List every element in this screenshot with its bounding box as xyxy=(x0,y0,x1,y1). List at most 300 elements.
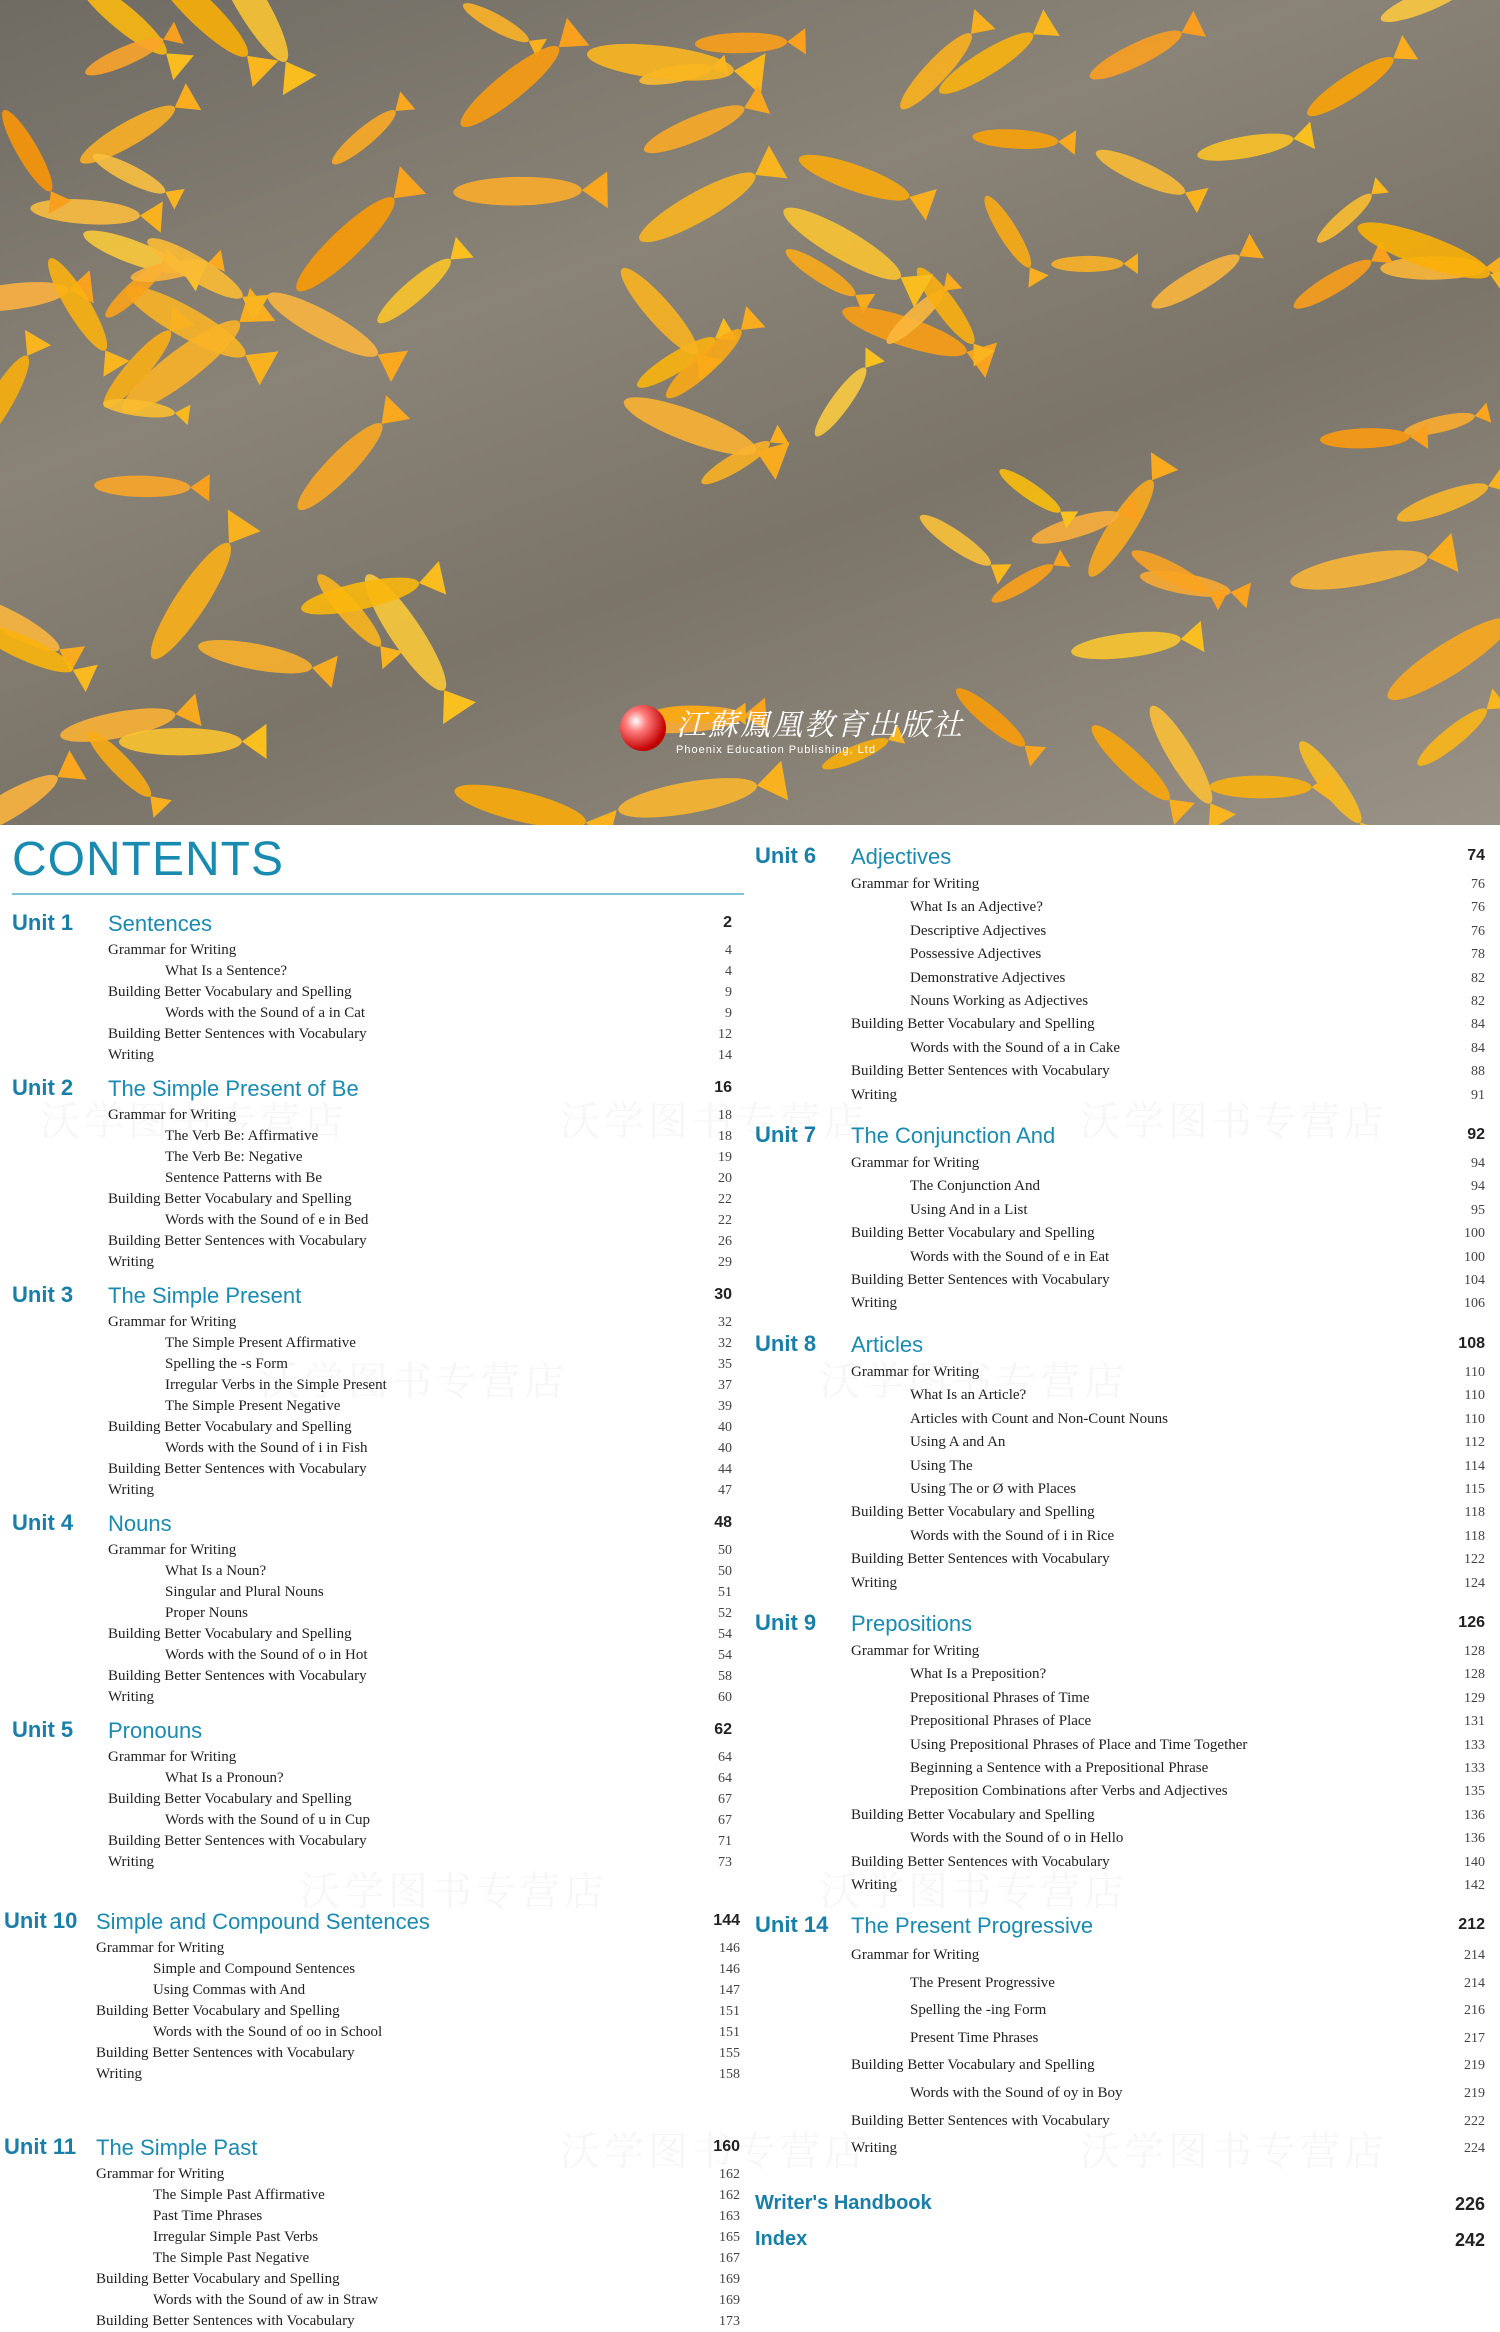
toc-section-row[interactable] xyxy=(12,1624,732,1645)
unit-page-number: 2 xyxy=(723,914,732,931)
toc-subsection-row[interactable] xyxy=(4,2206,740,2227)
toc-entry-page: 47 xyxy=(718,1483,732,1498)
toc-entry-page: 222 xyxy=(1464,2113,1485,2129)
toc-subsection-row[interactable] xyxy=(12,1147,732,1168)
toc-entry-title: Descriptive Adjectives xyxy=(910,922,1047,939)
toc-subsection-row[interactable] xyxy=(755,1384,1485,1407)
toc-entry-page: 91 xyxy=(1471,1087,1485,1103)
toc-entry-page: 64 xyxy=(718,1771,732,1786)
toc-subsection-row[interactable] xyxy=(755,1478,1485,1501)
toc-subsection-row[interactable] xyxy=(12,1126,732,1147)
toc-section-row[interactable] xyxy=(755,1804,1485,1827)
toc-subsection-row[interactable] xyxy=(4,2227,740,2248)
toc-entry-writers-handbook[interactable] xyxy=(755,2192,1485,2222)
toc-entry-title: Writing xyxy=(108,1482,155,1498)
toc-entry-title: What Is a Preposition? xyxy=(910,1666,1047,1683)
toc-section-row[interactable] xyxy=(755,1874,1485,1897)
toc-entry-page: 115 xyxy=(1464,1481,1485,1497)
toc-subsection-row[interactable] xyxy=(755,1997,1485,2025)
toc-section-row[interactable] xyxy=(4,2269,740,2290)
unit-page-number: 30 xyxy=(714,1286,732,1303)
toc-entry-page: 4 xyxy=(725,964,732,979)
toc-unit-heading[interactable] xyxy=(4,1908,740,1938)
toc-entry-title: What Is a Noun? xyxy=(165,1563,267,1579)
toc-entry-page: 9 xyxy=(725,985,732,1000)
unit-title: The Simple Present xyxy=(108,1283,302,1308)
unit-number: Unit 5 xyxy=(12,1717,74,1742)
unit-title: The Present Progressive xyxy=(851,1913,1094,1938)
toc-entry-title: Building Better Vocabulary and Spelling xyxy=(96,2271,340,2287)
toc-subsection-row[interactable] xyxy=(755,1037,1485,1060)
unit-number: Unit 10 xyxy=(4,1908,78,1933)
fish-shape xyxy=(1084,11,1207,91)
toc-unit xyxy=(755,1122,1485,1316)
toc-unit xyxy=(755,1610,1485,1897)
toc-section-row[interactable] xyxy=(4,2164,740,2185)
toc-entry-page: 14 xyxy=(718,1048,732,1063)
toc-section-row[interactable] xyxy=(12,982,732,1003)
toc-subsection-row[interactable] xyxy=(755,1687,1485,1710)
toc-entry-page: 88 xyxy=(1471,1064,1485,1080)
toc-entry-title: The Conjunction And xyxy=(910,1178,1040,1195)
toc-section-row[interactable] xyxy=(4,2001,740,2022)
toc-entry-page: 32 xyxy=(718,1315,732,1330)
toc-subsection-row[interactable] xyxy=(12,1582,732,1603)
toc-entry-index[interactable] xyxy=(755,2228,1485,2258)
toc-subsection-row[interactable] xyxy=(12,1003,732,1024)
toc-entry-page: 84 xyxy=(1471,1017,1485,1033)
toc-entry-page: 18 xyxy=(718,1108,732,1123)
fish-shape xyxy=(94,472,210,502)
toc-entry-page: 94 xyxy=(1471,1179,1485,1195)
fish-shape xyxy=(1287,533,1459,602)
toc-unit-heading[interactable] xyxy=(755,1912,1485,1942)
toc-subsection-row[interactable] xyxy=(12,1645,732,1666)
fish-shape xyxy=(259,279,408,382)
unit-number: Unit 6 xyxy=(755,843,817,868)
toc-unit-heading[interactable] xyxy=(12,910,732,940)
page-title: CONTENTS xyxy=(12,833,284,886)
toc-entry-page: 73 xyxy=(718,1855,732,1870)
toc-section-row[interactable] xyxy=(755,1361,1485,1384)
toc-subsection-row[interactable] xyxy=(12,1438,732,1459)
toc-entry-title: Prepositional Phrases of Place xyxy=(910,1713,1092,1730)
toc-unit-heading[interactable] xyxy=(755,843,1485,873)
toc-entry-page: 12 xyxy=(718,1027,732,1042)
toc-entry-page: 32 xyxy=(718,1336,732,1351)
toc-entry-page: 94 xyxy=(1471,1156,1485,1171)
toc-entry-page: 26 xyxy=(718,1234,732,1249)
toc-entry-page: 60 xyxy=(718,1690,732,1705)
toc-entry-page: 140 xyxy=(1464,1854,1485,1870)
toc-entry-title: Grammar for Writing xyxy=(851,1364,980,1380)
toc-entry-title: Grammar for Writing xyxy=(851,876,980,892)
toc-subsection-row[interactable] xyxy=(12,1333,732,1354)
toc-entry-page: 39 xyxy=(718,1399,732,1414)
toc-entry-page: 76 xyxy=(1471,877,1485,892)
unit-page-number: 16 xyxy=(714,1079,732,1096)
toc-section-row[interactable] xyxy=(12,1540,732,1561)
toc-subsection-row[interactable] xyxy=(4,1959,740,1980)
toc-entry-page: 82 xyxy=(1471,993,1485,1009)
fish-shape xyxy=(994,461,1079,528)
toc-entry-page: 219 xyxy=(1464,2058,1485,2074)
toc-unit xyxy=(4,1908,740,2085)
toc-entry-title: The Present Progressive xyxy=(910,1974,1055,1991)
toc-entry-title: Grammar for Writing xyxy=(108,1749,237,1765)
toc-subsection-row[interactable] xyxy=(755,1199,1485,1222)
toc-section-row[interactable] xyxy=(12,1231,732,1252)
toc-entry-title: Building Better Sentences with Vocabulary xyxy=(96,2313,355,2329)
toc-entry-page: 18 xyxy=(718,1129,732,1144)
toc-section-row[interactable] xyxy=(12,1105,732,1126)
toc-entry-page: 64 xyxy=(718,1750,732,1765)
fish-shape xyxy=(1299,35,1418,127)
toc-subsection-row[interactable] xyxy=(12,1375,732,1396)
toc-subsection-row[interactable] xyxy=(12,1354,732,1375)
toc-entry-title: Building Better Vocabulary and Spelling xyxy=(108,1791,352,1807)
toc-subsection-row[interactable] xyxy=(4,2248,740,2269)
fish-shape xyxy=(1376,0,1492,32)
unit-page-number: 92 xyxy=(1467,1126,1485,1143)
toc-entry-title: The Simple Present Affirmative xyxy=(165,1335,356,1351)
toc-subsection-row[interactable] xyxy=(755,2080,1485,2108)
toc-section-row[interactable] xyxy=(12,1789,732,1810)
toc-entry-page: 146 xyxy=(719,1962,740,1977)
toc-section-row[interactable] xyxy=(755,2108,1485,2136)
toc-entry-page: 163 xyxy=(719,2209,740,2224)
toc-subsection-row[interactable] xyxy=(12,1603,732,1624)
unit-page-number: 62 xyxy=(714,1721,732,1738)
toc-section-row[interactable] xyxy=(755,1292,1485,1315)
toc-entry-page: 128 xyxy=(1464,1644,1485,1659)
fish-shape xyxy=(325,91,415,172)
unit-number: Unit 14 xyxy=(755,1912,829,1937)
fish-shape xyxy=(1289,733,1384,825)
toc-subsection-row[interactable] xyxy=(755,1663,1485,1686)
toc-entry-page: 226 xyxy=(1454,2194,1485,2214)
unit-title: Prepositions xyxy=(851,1611,973,1636)
toc-section-row[interactable] xyxy=(755,1084,1485,1107)
toc-subsection-row[interactable] xyxy=(4,1980,740,2001)
toc-entry-title: Building Better Vocabulary and Spelling xyxy=(851,1806,1095,1823)
toc-subsection-row[interactable] xyxy=(12,1168,732,1189)
toc-section-row[interactable] xyxy=(755,873,1485,896)
toc-unit xyxy=(12,1510,732,1708)
toc-entry-title: Writing xyxy=(108,1047,155,1063)
toc-entry-title: Articles with Count and Non-Count Nouns xyxy=(910,1410,1168,1427)
fish-shape xyxy=(284,166,426,304)
toc-subsection-row[interactable] xyxy=(755,2025,1485,2053)
toc-entry-page: 78 xyxy=(1471,947,1485,963)
toc-entry-title: Words with the Sound of o in Hello xyxy=(910,1830,1124,1847)
toc-entry-title: Building Better Sentences with Vocabulary xyxy=(851,2112,1110,2129)
toc-subsection-row[interactable] xyxy=(12,1768,732,1789)
toc-section-row[interactable] xyxy=(12,1417,732,1438)
toc-section-row[interactable] xyxy=(755,1060,1485,1083)
toc-entry-page: 110 xyxy=(1464,1388,1485,1404)
toc-subsection-row[interactable] xyxy=(4,2022,740,2043)
toc-entry-title: Writing xyxy=(108,1254,155,1270)
unit-number: Unit 2 xyxy=(12,1075,74,1100)
toc-section-row[interactable] xyxy=(755,1851,1485,1874)
toc-section-row[interactable] xyxy=(12,1480,732,1501)
toc-entry-title: Writing xyxy=(851,1086,898,1103)
toc-entry-page: 131 xyxy=(1464,1714,1485,1730)
toc-subsection-row[interactable] xyxy=(755,1827,1485,1850)
toc-entry-page: 217 xyxy=(1464,2030,1485,2046)
toc-entry-title: Words with the Sound of a in Cat xyxy=(165,1005,366,1021)
toc-section-row[interactable] xyxy=(755,1548,1485,1571)
toc-entry-page: 29 xyxy=(718,1255,732,1270)
toc-section-row[interactable] xyxy=(4,2043,740,2064)
toc-entry-page: 40 xyxy=(718,1420,732,1435)
toc-section-row[interactable] xyxy=(4,1938,740,1959)
toc-entry-title: Words with the Sound of a in Cake xyxy=(910,1039,1121,1056)
toc-section-row[interactable] xyxy=(12,1852,732,1873)
toc-entry-page: 114 xyxy=(1464,1458,1485,1474)
toc-entry-page: 106 xyxy=(1464,1296,1485,1312)
toc-unit-heading[interactable] xyxy=(12,1717,732,1747)
fish-shape xyxy=(0,750,87,825)
toc-entry-page: 128 xyxy=(1464,1667,1485,1683)
unit-page-number: 108 xyxy=(1458,1335,1485,1352)
toc-entry-page: 169 xyxy=(719,2272,740,2287)
toc-entry-title: Building Better Sentences with Vocabulary xyxy=(108,1026,367,1042)
toc-entry-title: Words with the Sound of e in Bed xyxy=(165,1212,369,1228)
toc-subsection-row[interactable] xyxy=(12,1210,732,1231)
unit-title: Sentences xyxy=(108,911,212,936)
toc-entry-page: 50 xyxy=(718,1543,732,1558)
toc-subsection-row[interactable] xyxy=(12,1396,732,1417)
toc-entry-title: Sentence Patterns with Be xyxy=(165,1170,323,1186)
toc-entry-page: 118 xyxy=(1464,1528,1485,1544)
fish-shape xyxy=(913,506,1011,584)
unit-title: Nouns xyxy=(108,1511,172,1536)
toc-section-row[interactable] xyxy=(12,1312,732,1333)
publisher-name-en: Phoenix Education Publishing, Ltd xyxy=(676,744,876,756)
toc-section-row[interactable] xyxy=(755,1942,1485,1970)
toc-entry-title: Demonstrative Adjectives xyxy=(910,969,1066,986)
toc-entry-page: 22 xyxy=(718,1192,732,1207)
fish-shape xyxy=(638,85,770,164)
toc-entry-page: 173 xyxy=(719,2314,740,2329)
toc-entry-page: 9 xyxy=(725,1006,732,1021)
toc-subsection-row[interactable] xyxy=(755,1780,1485,1803)
toc-unit xyxy=(755,1912,1485,2163)
toc-entry-title: Building Better Vocabulary and Spelling xyxy=(851,1504,1095,1521)
toc-subsection-row[interactable] xyxy=(12,1810,732,1831)
toc-subsection-row[interactable] xyxy=(755,920,1485,943)
fish-shape xyxy=(286,395,410,521)
toc-unit xyxy=(4,2134,740,2332)
unit-title: Articles xyxy=(851,1332,924,1357)
fish-shape xyxy=(195,630,338,689)
toc-entry-page: 124 xyxy=(1464,1575,1485,1591)
unit-title: Adjectives xyxy=(851,844,952,869)
toc-entry-title: Building Better Vocabulary and Spelling xyxy=(108,984,352,1000)
toc-entry-page: 162 xyxy=(719,2167,740,2182)
toc-entry-page: 169 xyxy=(719,2293,740,2308)
toc-subsection-row[interactable] xyxy=(755,1734,1485,1757)
toc-section-row[interactable] xyxy=(755,2052,1485,2080)
toc-entry-title: Prepositional Phrases of Time xyxy=(910,1689,1090,1706)
toc-section-row[interactable] xyxy=(755,1640,1485,1663)
toc-section-row[interactable] xyxy=(755,1269,1485,1292)
toc-entry-title: Irregular Verbs in the Simple Present xyxy=(165,1377,387,1393)
unit-number: Unit 11 xyxy=(4,2134,77,2159)
toc-subsection-row[interactable] xyxy=(755,1175,1485,1198)
toc-entry-title: Grammar for Writing xyxy=(108,942,237,958)
toc-unit-heading[interactable] xyxy=(4,2134,740,2164)
fish-shape xyxy=(1145,234,1264,320)
toc-subsection-row[interactable] xyxy=(12,961,732,982)
toc-entry-title: The Simple Past Negative xyxy=(153,2250,310,2266)
toc-section-row[interactable] xyxy=(755,2135,1485,2163)
toc-section-row[interactable] xyxy=(4,2064,740,2085)
fish-shape xyxy=(458,0,547,57)
toc-entry-title: Grammar for Writing xyxy=(108,1542,237,1558)
toc-subsection-row[interactable] xyxy=(755,1431,1485,1454)
toc-section-row[interactable] xyxy=(12,1687,732,1708)
toc-entry-page: 167 xyxy=(719,2251,740,2266)
toc-unit-heading[interactable] xyxy=(755,1122,1485,1152)
toc-section-row[interactable] xyxy=(12,1747,732,1768)
toc-unit xyxy=(12,1282,732,1501)
toc-entry-page: 19 xyxy=(718,1150,732,1165)
toc-subsection-row[interactable] xyxy=(755,1455,1485,1478)
fish-shape xyxy=(88,145,185,209)
toc-entry-page: 67 xyxy=(718,1792,732,1807)
toc-unit-heading[interactable] xyxy=(755,1610,1485,1640)
toc-entry-title: Building Better Sentences with Vocabulary xyxy=(96,2045,355,2061)
toc-entry-title: Building Better Vocabulary and Spelling xyxy=(108,1191,352,1207)
fish-shape xyxy=(1377,587,1500,715)
toc-entry-page: 136 xyxy=(1464,1807,1485,1823)
toc-section-row[interactable] xyxy=(12,1831,732,1852)
toc-section-row[interactable] xyxy=(12,1024,732,1045)
toc-unit xyxy=(12,1717,732,1873)
toc-section-row[interactable] xyxy=(755,1572,1485,1595)
toc-entry-title: Building Better Sentences with Vocabulary xyxy=(851,1853,1110,1870)
unit-title: The Simple Past xyxy=(96,2135,258,2160)
toc-entry-title: Spelling the -ing Form xyxy=(910,2002,1047,2019)
toc-section-row[interactable] xyxy=(12,940,732,961)
fish-shape xyxy=(1351,208,1500,303)
toc-entry-title: Words with the Sound of oo in School xyxy=(153,2024,383,2040)
toc-entry-title: Using Prepositional Phrases of Place and Time Together xyxy=(910,1736,1248,1753)
toc-section-row[interactable] xyxy=(755,1222,1485,1245)
toc-subsection-row[interactable] xyxy=(4,2290,740,2311)
toc-unit xyxy=(12,1075,732,1273)
toc-subsection-row[interactable] xyxy=(755,1408,1485,1431)
toc-entry-title: What Is an Adjective? xyxy=(910,899,1043,916)
toc-unit-heading[interactable] xyxy=(12,1075,732,1105)
toc-entry-page: 118 xyxy=(1464,1505,1485,1521)
toc-section-row[interactable] xyxy=(755,1501,1485,1524)
toc-section-row[interactable] xyxy=(755,1013,1485,1036)
title-divider xyxy=(12,893,744,895)
toc-entry-title: Grammar for Writing xyxy=(851,1643,980,1659)
toc-section-row[interactable] xyxy=(12,1666,732,1687)
toc-section-row[interactable] xyxy=(12,1045,732,1066)
toc-entry-page: 242 xyxy=(1454,2230,1485,2250)
toc-entry-page: 147 xyxy=(719,1983,740,1998)
toc-subsection-row[interactable] xyxy=(755,1970,1485,1998)
toc-entry-page: 58 xyxy=(718,1669,732,1684)
toc-section-row[interactable] xyxy=(12,1459,732,1480)
toc-entry-page: 135 xyxy=(1464,1784,1485,1800)
toc-section-row[interactable] xyxy=(12,1252,732,1273)
cover-photo xyxy=(0,0,1500,825)
toc-entry-page: 37 xyxy=(718,1378,732,1393)
unit-title: The Conjunction And xyxy=(851,1123,1056,1148)
toc-entry-page: 67 xyxy=(718,1813,732,1828)
publisher-logo xyxy=(620,700,964,756)
toc-entry-page: 35 xyxy=(718,1357,732,1372)
toc-unit-heading[interactable] xyxy=(12,1510,732,1540)
unit-page-number: 160 xyxy=(713,2138,740,2155)
toc-entry-title: Singular and Plural Nouns xyxy=(165,1584,324,1600)
toc-entry-page: 165 xyxy=(719,2230,740,2245)
toc-subsection-row[interactable] xyxy=(12,1561,732,1582)
toc-entry-page: 40 xyxy=(718,1441,732,1456)
fish-shape xyxy=(793,143,936,221)
toc-subsection-row[interactable] xyxy=(755,1757,1485,1780)
toc-entry-page: 158 xyxy=(719,2067,740,2082)
toc-entry-title: Using Commas with And xyxy=(153,1982,306,1998)
toc-entry-title: Using And in a List xyxy=(910,1201,1028,1218)
unit-page-number: 212 xyxy=(1458,1916,1485,1933)
fish-shape xyxy=(806,347,885,443)
fish-shape xyxy=(450,772,617,825)
toc-entry-page: 82 xyxy=(1471,970,1485,986)
toc-entry-page: 22 xyxy=(718,1213,732,1228)
toc-unit-heading[interactable] xyxy=(12,1282,732,1312)
toc-subsection-row[interactable] xyxy=(755,943,1485,966)
toc-entry-page: 50 xyxy=(718,1564,732,1579)
toc-subsection-row[interactable] xyxy=(755,990,1485,1013)
toc-subsection-row[interactable] xyxy=(755,896,1485,919)
fish-shape xyxy=(1410,688,1500,774)
toc-unit xyxy=(755,843,1485,1107)
toc-entry-title: Writing xyxy=(851,1295,898,1312)
unit-number: Unit 8 xyxy=(755,1331,817,1356)
toc-entry-title: The Verb Be: Affirmative xyxy=(165,1128,319,1144)
toc-section-row[interactable] xyxy=(12,1189,732,1210)
toc-subsection-row[interactable] xyxy=(755,967,1485,990)
toc-subsection-row[interactable] xyxy=(755,1710,1485,1733)
toc-section-row[interactable] xyxy=(755,1152,1485,1175)
toc-entry-page: 214 xyxy=(1464,1975,1485,1991)
toc-entry-title: Words with the Sound of i in Fish xyxy=(165,1440,368,1456)
toc-entry-page: 122 xyxy=(1464,1552,1485,1568)
toc-entry-title: Building Better Sentences with Vocabulary xyxy=(851,1551,1110,1568)
toc-subsection-row[interactable] xyxy=(755,1525,1485,1548)
toc-entry-title: Index xyxy=(755,2228,808,2250)
toc-entry-page: 20 xyxy=(718,1171,732,1186)
toc-entry-page: 162 xyxy=(719,2188,740,2203)
toc-entry-page: 4 xyxy=(725,943,732,958)
toc-subsection-row[interactable] xyxy=(4,2185,740,2206)
fish-shape xyxy=(630,145,787,256)
fish-shape xyxy=(1392,467,1500,532)
unit-number: Unit 4 xyxy=(12,1510,74,1535)
toc-unit-heading[interactable] xyxy=(755,1331,1485,1361)
fish-shape xyxy=(617,382,790,480)
toc-subsection-row[interactable] xyxy=(755,1246,1485,1269)
fish-shape xyxy=(0,104,72,214)
